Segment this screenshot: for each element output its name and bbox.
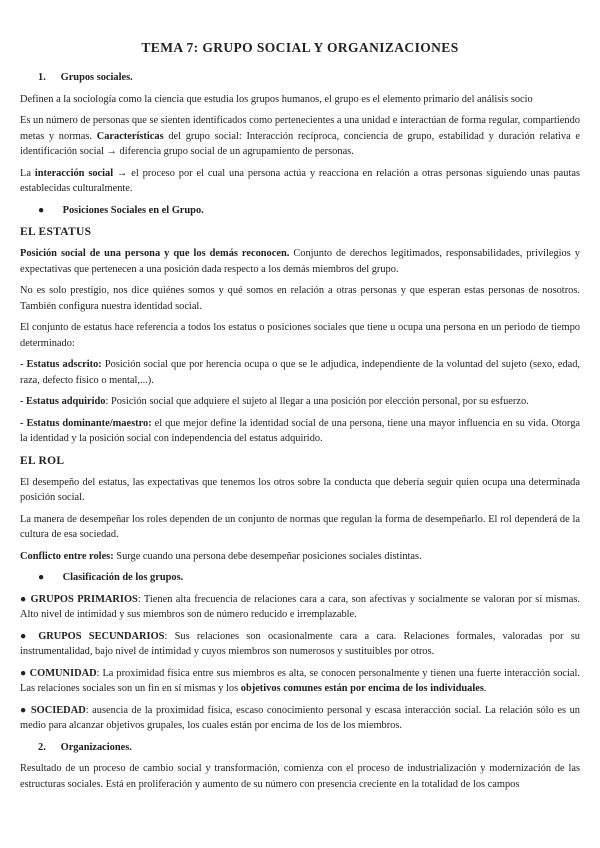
bold-term: Posición social de una persona y que los demás reconocen. — [20, 248, 290, 259]
bullet-dot: ● — [38, 204, 45, 216]
paragraph-prestigio: No es solo prestigio, nos dice quiénes somos y qué somos en relación a otras personas y que esperan estas personas de nosotros. También configura nuestra identidad social. — [20, 285, 580, 312]
paragraph-grupos-secundarios: ● GRUPOS SECUNDARIOS: Sus relaciones son ocasionalmente cara a cara. Relaciones formales, valoradas por su instrumentalidad, bajo nivel de intimidad y cuyos miembros son numerosos y sustituibles por otros. — [20, 630, 581, 657]
section-number: 2. — [38, 741, 46, 753]
bold-term: interacción social — [34, 167, 114, 179]
section-label: Grupos sociales. — [60, 72, 133, 83]
section-number: 1. — [38, 72, 46, 83]
bold-term: ● GRUPOS PRIMARIOS — [20, 593, 138, 605]
document-page — [20, 40, 580, 798]
bold-term: objetivos comunes están por encima de los individuales — [240, 683, 484, 694]
bullet-label: Posiciones Sociales en el Grupo. — [62, 204, 204, 216]
paragraph-grupo-social: Es un número de personas que se sienten identificados como pertenecientes a una unidad e interactúan de forma regular, compartiendo metas y normas. Características del grupo social: Interacción recíproca, conciencia de grupo, estabilidad y duración relativa e identificación social → diferencia grupo social de un agrupamiento de personas. — [20, 115, 580, 157]
bold-term: Características — [96, 130, 164, 142]
bullet-label: Clasificación de los grupos. — [62, 572, 184, 583]
paragraph-roles-normas: La manera de desempeñar los roles dependen de un conjunto de normas que regulan la forma de desempeñarlo. El rol dependerá de la cultura de esa sociedad. — [20, 513, 580, 540]
bold-term: - Estatus adscrito: — [20, 359, 102, 370]
bold-term: - Estatus dominante/maestro: — [20, 417, 152, 429]
section-label: Organizaciones. — [60, 741, 132, 753]
bold-term: ● COMUNIDAD — [20, 667, 97, 679]
paragraph-grupos-primarios: ● GRUPOS PRIMARIOS: Tienen alta frecuencia de relaciones cara a cara, son afectivas y socialmente se valoran por sí mismas. Alto nivel de intimidad y sus miembros son de número reducido e irremplazable. — [20, 593, 580, 620]
document-title: TEMA 7: GRUPO SOCIAL Y ORGANIZACIONES — [141, 40, 459, 55]
bullet-heading-posiciones — [20, 203, 580, 219]
section-heading-organizaciones — [20, 740, 580, 756]
paragraph-desempeno: El desempeño del estatus, las expectativas que tenemos los otros sobre la conducta que debería seguir quien ocupa una determinada posición social. — [20, 476, 580, 503]
bullet-dot: ● — [38, 572, 45, 583]
paragraph-estatus-adquirido: - Estatus adquirido: Posición social que adquiere el sujeto al llegar a una posición por elección personal, por su esfuerzo. — [20, 396, 529, 407]
paragraph-posicion-social: Posición social de una persona y que los demás reconocen. Conjunto de derechos legitimados, responsabilidades, privilegios y expectativas que pertenecen a una posición dada respecto a los demás miembros del grupo. — [20, 248, 580, 275]
paragraph-conflicto-roles: Conflicto entre roles: Surge cuando una persona debe desempeñar posiciones sociales distintas. — [20, 550, 422, 562]
bold-term: Conflicto entre roles: — [20, 550, 114, 562]
paragraph-estatus-dominante: - Estatus dominante/maestro: el que mejor define la identidad social de una persona, tiene una mayor influencia en su vida. Otorga la identidad y la posición social con independencia del estatus adquirido. — [20, 417, 580, 444]
bold-term: ● SOCIEDAD — [20, 704, 86, 716]
bullet-heading-clasificacion — [20, 570, 580, 586]
bold-term: - Estatus adquirido — [20, 396, 106, 407]
heading-rol: EL ROL — [20, 454, 65, 467]
paragraph-conjunto-estatus: El conjunto de estatus hace referencia a todos los estatus o posiciones sociales que tiene u ocupa una persona en un periodo de tiempo determinado: — [20, 322, 580, 349]
section-heading-grupos-sociales — [20, 70, 580, 86]
paragraph-interaccion-social: La interacción social → el proceso por el cual una persona actúa y reacciona en relación a otras personas siguiendo unas pautas establecidas culturalmente. — [20, 167, 580, 194]
bold-term: ● GRUPOS SECUNDARIOS — [20, 630, 165, 642]
paragraph-comunidad: ● COMUNIDAD: La proximidad física entre sus miembros es alta, se conocen personalmente y tienen una fuerte interacción social. Las relaciones sociales son un fin en sí mismas y los objetivos comunes están por encima de los individuales. — [20, 667, 580, 694]
paragraph-definicion: Definen a la sociología como la ciencia que estudia los grupos humanos, el grupo es el elemento primario del análisis socio — [20, 93, 533, 105]
paragraph-estatus-adscrito: - Estatus adscrito: Posición social que por herencia ocupa o que se le adjudica, independiente de la voluntad del sujeto (sexo, edad, raza, defecto físico o mental,...). — [20, 359, 580, 386]
paragraph-sociedad: ● SOCIEDAD: ausencia de la proximidad física, escaso conocimiento personal y escasa interacción social. La relación sólo es un medio para alcanzar objetivos grupales, los cuales están por encima de los de los miembros. — [20, 704, 580, 731]
paragraph-organizaciones: Resultado de un proceso de cambio social y transformación, comienza con el proceso de industrialización y modernización de las estructuras sociales. Está en proliferación y aumento de su número con presencia creciente en la totalidad de los campos — [20, 763, 580, 790]
heading-estatus: EL ESTATUS — [20, 226, 92, 238]
